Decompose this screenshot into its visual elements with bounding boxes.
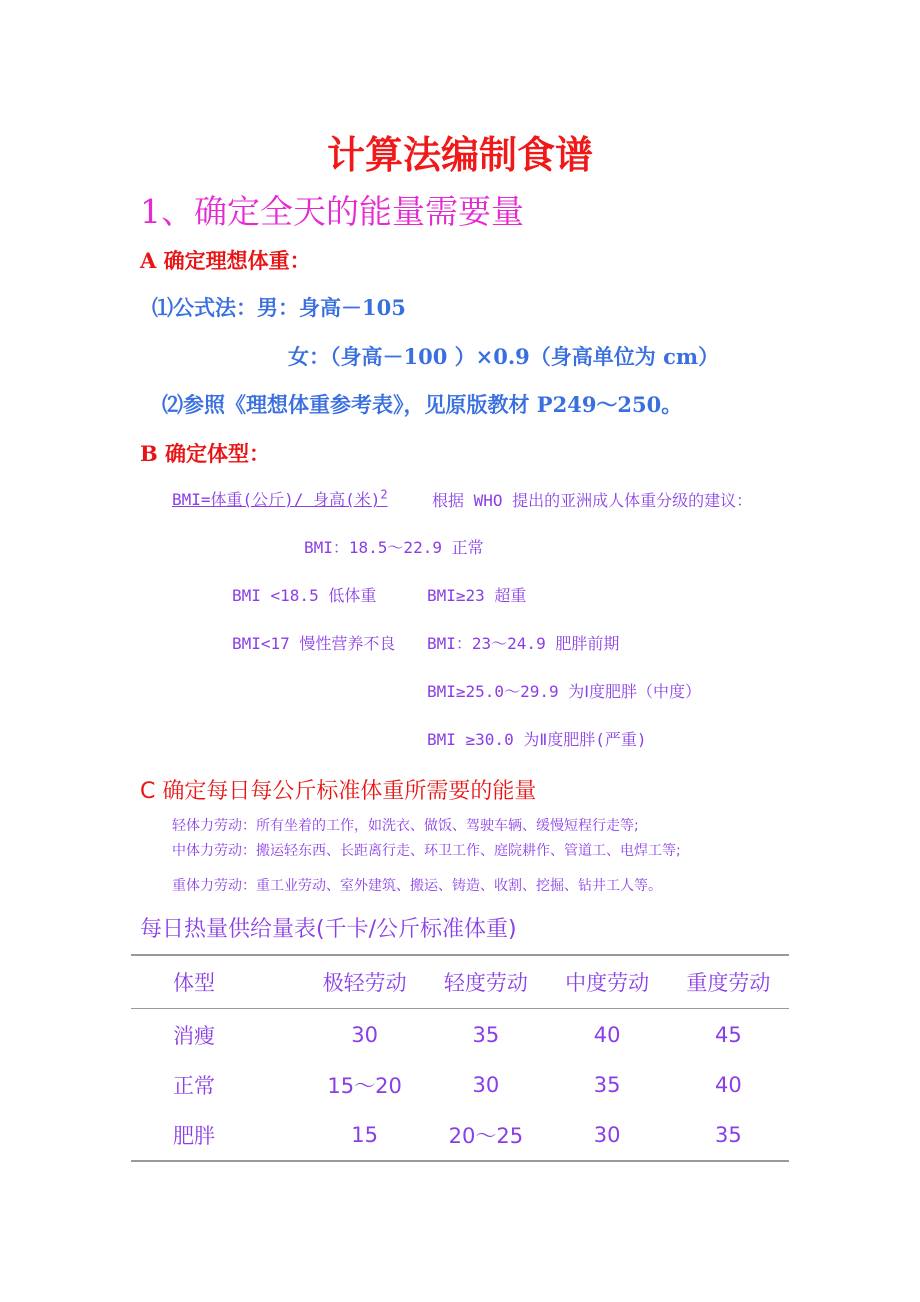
bmi-formula-text: BMI=体重(公斤)/ 身高(米) [172, 490, 381, 509]
table-cell: 40 [593, 1023, 621, 1047]
who-note: 根据 WHO 提出的亚洲成人体重分级的建议： [432, 491, 753, 510]
table-cell: 正常 [173, 1074, 215, 1098]
table-cell: 30 [547, 1110, 668, 1161]
table-header-row [131, 955, 789, 1009]
table-cell: 30 [351, 1023, 378, 1047]
table-cell: 45 [715, 1023, 742, 1047]
table-header: 中度劳动 [547, 955, 668, 1009]
table-header: 体型 [131, 955, 304, 1009]
table-cell: 肥胖 [131, 1110, 304, 1161]
table-cell: 30 [472, 1073, 500, 1097]
bmi-low: BMI <18.5 低体重 [232, 586, 377, 605]
bmi-normal: BMI：18.5～22.9 正常 [304, 538, 484, 557]
formula-female: 女：（身高－100 ）×0.9（身高单位为 cm） [288, 344, 720, 369]
page-title: 计算法编制食谱 [326, 132, 593, 177]
table-row [131, 1009, 789, 1061]
table-row [131, 1060, 789, 1110]
table-header: 重度劳动 [668, 955, 789, 1009]
calorie-table [131, 954, 789, 1162]
bmi-formula [172, 487, 388, 510]
light-labor-note: 轻体力劳动：所有坐着的工作，如洗衣、做饭、驾驶车辆、缓慢短程行走等; [172, 818, 639, 834]
heavy-labor-note: 重体力劳动：重工业劳动、室外建筑、搬运、铸造、收割、挖掘、钻井工人等。 [172, 878, 662, 894]
section-a-heading: A 确定理想体重： [140, 248, 311, 273]
bmi-obese-1: BMI≥25.0～29.9 为Ⅰ度肥胖（中度） [427, 682, 701, 701]
table-cell: 35 [472, 1023, 500, 1047]
table-cell: 15 [304, 1110, 425, 1161]
table-title: 每日热量供给量表(千卡/公斤标准体重) [140, 917, 517, 942]
bmi-formula-exponent: 2 [380, 487, 388, 502]
table-header: 极轻劳动 [304, 955, 425, 1009]
table-cell: 35 [593, 1073, 621, 1097]
medium-labor-note: 中体力劳动：搬运轻东西、长距离行走、环卫工作、庭院耕作、管道工、电焊工等; [172, 843, 681, 859]
bmi-obese-2: BMI ≥30.0 为Ⅱ度肥胖(严重) [427, 730, 647, 749]
reference-table-note: ⑵参照《理想体重参考表》，见原版教材 P249～250。 [162, 392, 683, 417]
table-cell: 40 [715, 1073, 742, 1097]
table-cell: 20～25 [425, 1110, 546, 1161]
table-cell: 35 [668, 1110, 789, 1161]
section-1-heading: 1、确定全天的能量需要量 [140, 192, 524, 231]
section-c-heading-text: C 确定每日每公斤标准体重所需要的能量 [140, 779, 537, 804]
formula-male: ⑴公式法：男：身高－105 [152, 295, 406, 320]
table-cell: 15～20 [327, 1074, 402, 1098]
table-header: 轻度劳动 [425, 955, 546, 1009]
table-cell: 消瘦 [173, 1024, 215, 1048]
section-c-heading [140, 774, 536, 805]
section-b-heading: B 确定体型： [140, 441, 271, 466]
table-row [131, 1110, 789, 1161]
bmi-malnutrition: BMI<17 慢性营养不良 [232, 634, 396, 653]
bmi-pre-obese: BMI：23～24.9 肥胖前期 [427, 634, 620, 653]
bmi-overweight: BMI≥23 超重 [427, 586, 527, 605]
